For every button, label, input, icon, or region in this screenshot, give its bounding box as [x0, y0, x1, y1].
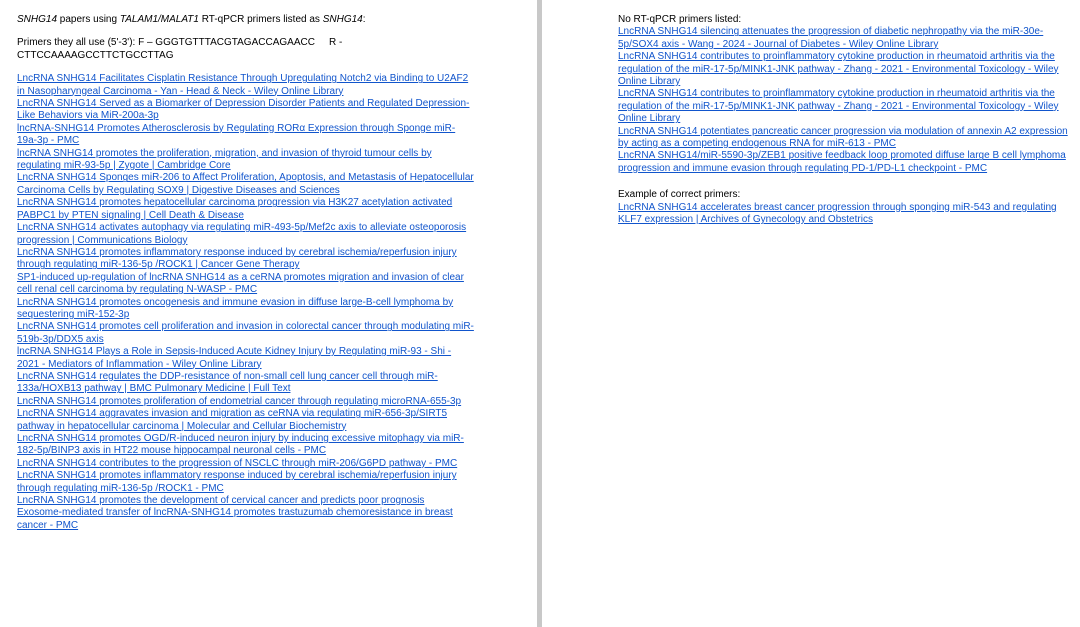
correct-primers-heading: Example of correct primers: — [618, 189, 741, 201]
left-page-content — [17, 14, 475, 532]
paper-link[interactable]: LncRNA SNHG14 promotes hepatocellular carcinoma progression via H3K27 acetylation activated PABPC1 by PTEN signaling | Cell Death & Disease — [17, 197, 453, 221]
paper-link[interactable]: LncRNA SNHG14 regulates the DDP-resistance of non-small cell lung cancer cell through miR-133a/HOXB13 pathway | BMC Pulmonary Medicine | Full Text — [17, 370, 438, 395]
paper-link[interactable]: LncRNA SNHG14 contributes to proinflammatory cytokine production in rheumatoid arthritis via the regulation of the miR-17-5p/MINK1-JNK pathway - Zhang - 2021 - Environmental Toxicology - Wiley Online Library — [618, 51, 1059, 88]
page-gutter — [526, 0, 558, 627]
paper-link[interactable]: LncRNA SNHG14 accelerates breast cancer progression through sponging miR-543 and regulating KLF7 expression | Archives of Gynecology and Obstetrics — [618, 201, 1057, 226]
paper-link[interactable]: LncRNA SNHG14 promotes inflammatory response induced by cerebral ischemia/reperfusion injury through regulating miR-136-5p /ROCK1 - PMC — [17, 470, 457, 494]
primer-reverse-label: R - — [328, 37, 343, 49]
paper-link[interactable]: SP1-induced up-regulation of lncRNA SNHG14 as a ceRNA promotes migration and invasion of clear cell renal cell carcinoma by regulating N-WASP - PMC — [17, 271, 464, 296]
paper-link[interactable]: LncRNA SNHG14 Served as a Biomarker of Depression Disorder Patients and Regulated Depression-Like Behaviors via MiR-200a-3p — [17, 98, 470, 122]
intro-line — [17, 14, 475, 26]
primer-sequences — [17, 37, 475, 62]
intro-end: : — [362, 14, 366, 25]
intro-gene2: SNHG14 — [322, 14, 363, 25]
paper-link[interactable]: LncRNA SNHG14 promotes the development of cervical cancer and predicts poor prognosis — [17, 495, 425, 507]
intro-primer-genes: TALAM1/MALAT1 — [119, 14, 199, 25]
left-page — [0, 0, 526, 627]
intro-middle: papers using — [57, 14, 120, 25]
paper-link[interactable]: LncRNA SNHG14 Sponges miR-206 to Affect Proliferation, Apoptosis, and Metastasis of Hepatocellular Carcinoma Cells by Regulating SOX9 | Digestive Diseases and Sciences — [17, 172, 474, 196]
paper-link[interactable]: LncRNA SNHG14 aggravates invasion and migration as ceRNA via regulating miR-656-3p/SIRT5 pathway in hepatocellular carcinoma | Molecular and Cellular Biochemistry — [17, 408, 448, 432]
paper-link[interactable]: LncRNA SNHG14 contributes to the progression of NSCLC through miR-206/G6PD pathway - PMC — [17, 457, 458, 469]
no-primers-heading: No RT-qPCR primers listed: — [618, 14, 742, 25]
paper-link[interactable]: LncRNA SNHG14 silencing attenuates the progression of diabetic nephropathy via the miR-30e-5p/SOX4 axis - Wang - 2024 - Journal of Diabetes - Wiley Online Library — [618, 26, 1044, 50]
intro-gene: SNHG14 — [17, 14, 58, 25]
paper-link[interactable]: LncRNA SNHG14 potentiates pancreatic cancer progression via modulation of annexin A2 expression by acting as a competing endogenous RNA for miR-613 - PMC — [618, 125, 1068, 150]
paper-link[interactable]: LncRNA SNHG14/miR-5590-3p/ZEB1 positive feedback loop promoted diffuse large B cell lymphoma progression and immune evasion through regulating PD-1/PD-L1 checkpoint - PMC — [618, 150, 1066, 174]
right-page-content — [618, 14, 1078, 241]
no-primers-links — [618, 26, 1078, 175]
primer-forward: Primers they all use (5'-3'): F – GGGTGTTTACGTAGACCAGAACC — [17, 37, 315, 49]
paper-link[interactable]: LncRNA SNHG14 promotes cell proliferation and invasion in colorectal cancer through modulating miR-519b-3p/DDX5 axis — [17, 321, 474, 345]
primer-reverse-seq: CTTCCAAAAGCCTTCTGCCTTAG — [17, 49, 174, 61]
paper-link[interactable]: LncRNA SNHG14 promotes proliferation of endometrial cancer through regulating microRNA-655-3p — [17, 395, 462, 407]
primer-paper-links — [17, 73, 475, 532]
paper-link[interactable]: Exosome-mediated transfer of lncRNA-SNHG14 promotes trastuzumab chemoresistance in breast cancer - PMC — [17, 507, 453, 531]
paper-link[interactable]: lncRNA SNHG14 promotes the proliferation, migration, and invasion of thyroid tumour cells by regulating miR-93-5p | Zygote | Cambridge Core — [17, 147, 432, 172]
paper-link[interactable]: lncRNA SNHG14 Plays a Role in Sepsis-Induced Acute Kidney Injury by Regulating miR-93 - Shi - 2021 - Mediators of Inflammation - Wiley Online Library — [17, 346, 452, 370]
paper-link[interactable]: LncRNA SNHG14 promotes OGD/R-induced neuron injury by inducing excessive mitophagy via miR-182-5p/BINP3 axis in HT22 mouse hippocampal neuronal cells - PMC — [17, 433, 464, 457]
paper-link[interactable]: LncRNA SNHG14 contributes to proinflammatory cytokine production in rheumatoid arthritis via the regulation of the miR-17-5p/MINK1-JNK pathway - Zhang - 2021 - Environmental Toxicology - Wiley Online Library — [618, 88, 1059, 125]
intro-after: RT-qPCR primers listed as — [198, 14, 323, 25]
page-divider — [537, 0, 542, 627]
correct-primers-links — [618, 202, 1078, 227]
right-page — [560, 0, 1080, 627]
paper-link[interactable]: LncRNA SNHG14 Facilitates Cisplatin Resistance Through Upregulating Notch2 via Binding to U2AF2 in Nasopharyngeal Carcinoma - Yan - Head & Neck - Wiley Online Library — [17, 73, 469, 97]
paper-link[interactable]: LncRNA SNHG14 activates autophagy via regulating miR-493-5p/Mef2c axis to alleviate osteoporosis progression | Communications Biology — [17, 222, 467, 246]
paper-link[interactable]: LncRNA SNHG14 promotes inflammatory response induced by cerebral ischemia/reperfusion injury through regulating miR-136-5p /ROCK1 | Cancer Gene Therapy — [17, 246, 457, 271]
paper-link[interactable]: lncRNA-SNHG14 Promotes Atherosclerosis by Regulating RORα Expression through Sponge miR-19a-3p - PMC — [17, 122, 456, 147]
paper-link[interactable]: LncRNA SNHG14 promotes oncogenesis and immune evasion in diffuse large-B-cell lymphoma by sequestering miR-152-3p — [17, 296, 454, 320]
